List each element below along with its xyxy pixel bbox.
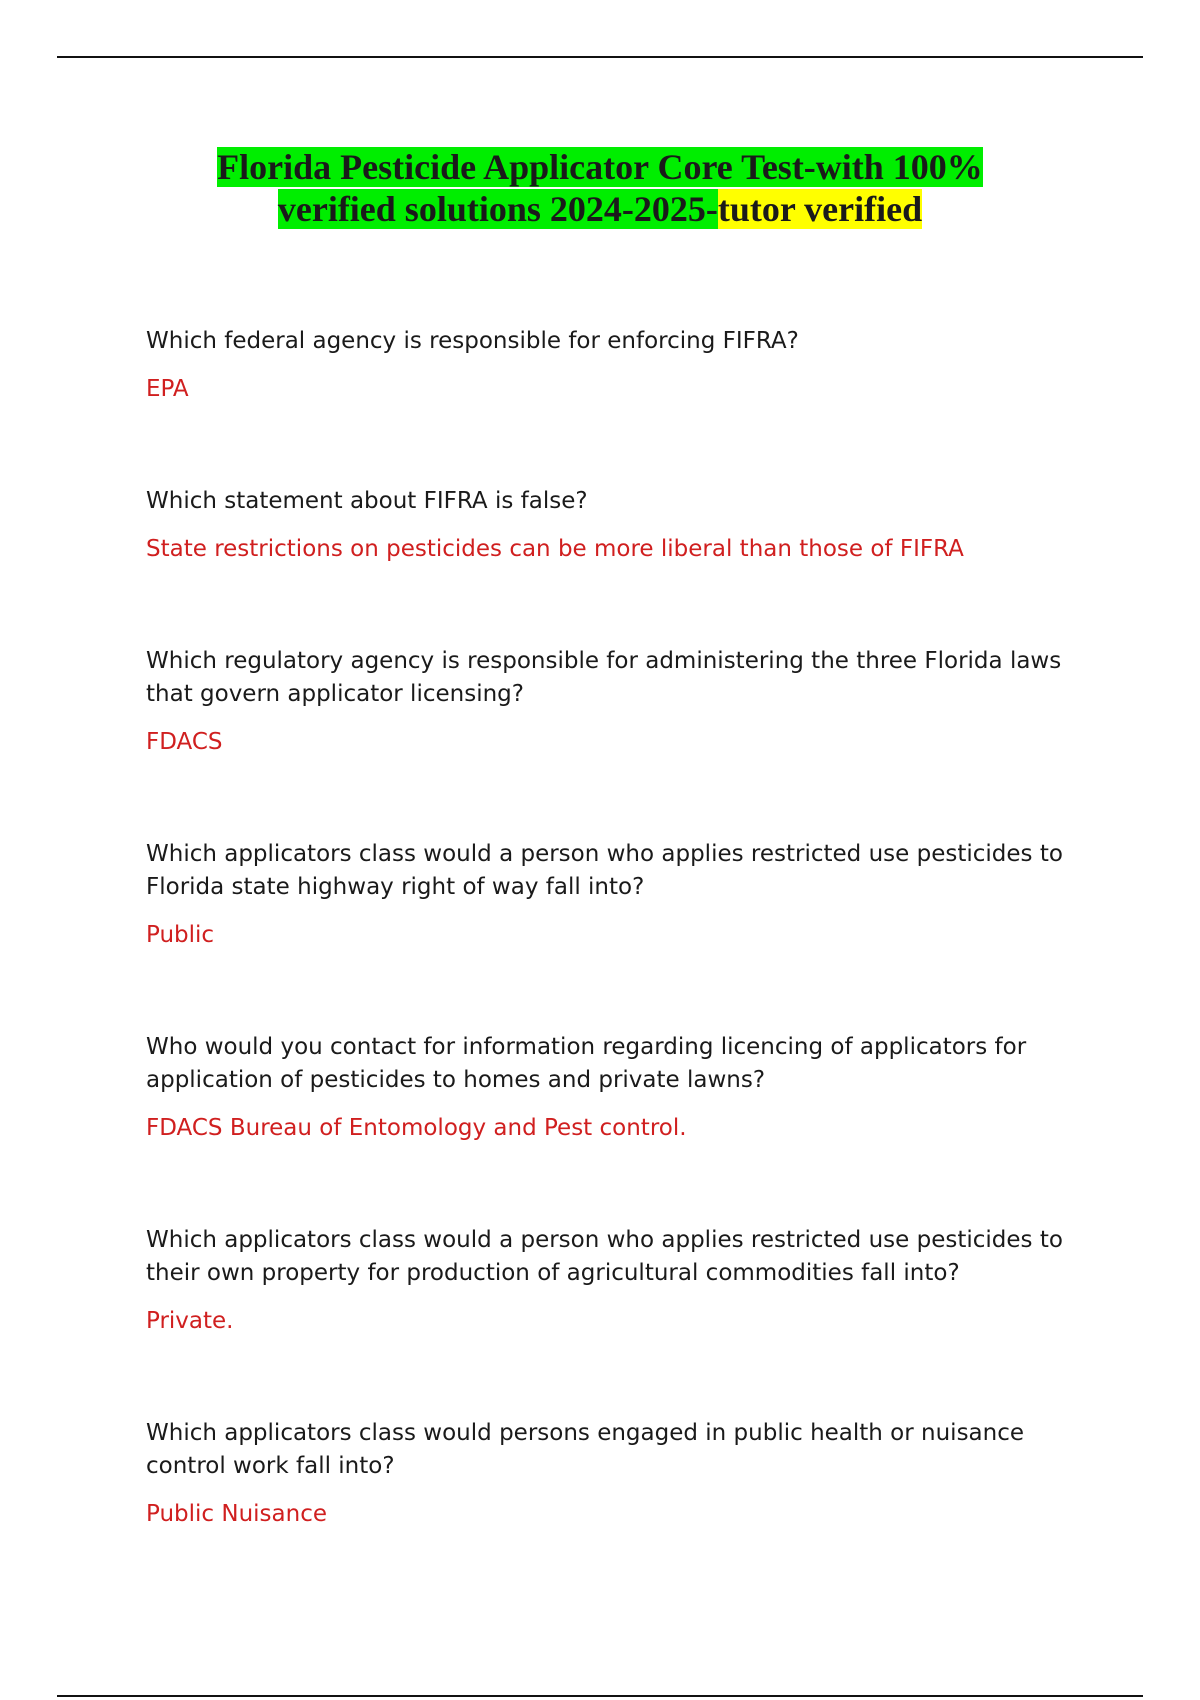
document-title — [0, 146, 1200, 230]
qa-item — [146, 325, 1076, 406]
qa-item — [146, 645, 1076, 759]
qa-list — [146, 325, 1076, 1531]
qa-item — [146, 1224, 1076, 1338]
answer-text: FDACS Bureau of Entomology and Pest control. — [146, 1115, 687, 1141]
qa-item — [146, 1031, 1076, 1145]
answer-text: EPA — [146, 376, 189, 402]
bottom-divider — [57, 1695, 1143, 1697]
question-text: Which applicators class would persons engaged in public health or nuisance control work fall into? — [146, 1420, 1025, 1479]
question-text: Which applicators class would a person who applies restricted use pesticides to Florida state highway right of way fall into? — [146, 841, 1063, 900]
title-line-2-yellow: tutor verified — [717, 189, 923, 229]
question-text: Which applicators class would a person who applies restricted use pesticides to their own property for production of agricultural commodities fall into? — [146, 1227, 1063, 1286]
qa-item — [146, 485, 1076, 566]
question-text: Which statement about FIFRA is false? — [146, 488, 588, 514]
qa-item — [146, 1417, 1076, 1531]
qa-item — [146, 838, 1076, 952]
top-divider — [57, 56, 1143, 58]
question-text: Which federal agency is responsible for enforcing FIFRA? — [146, 328, 799, 354]
answer-text: State restrictions on pesticides can be more liberal than those of FIFRA — [146, 536, 964, 562]
answer-text: Public Nuisance — [146, 1501, 328, 1527]
title-line-2-green: verified solutions 2024-2025- — [277, 189, 718, 229]
answer-text: Private. — [146, 1308, 234, 1334]
question-text: Who would you contact for information regarding licencing of applicators for application of pesticides to homes and private lawns? — [146, 1034, 1027, 1093]
title-line-1: Florida Pesticide Applicator Core Test-with 100% — [217, 147, 983, 187]
answer-text: Public — [146, 922, 215, 948]
answer-text: FDACS — [146, 729, 223, 755]
question-text: Which regulatory agency is responsible for administering the three Florida laws that govern applicator licensing? — [146, 648, 1062, 707]
